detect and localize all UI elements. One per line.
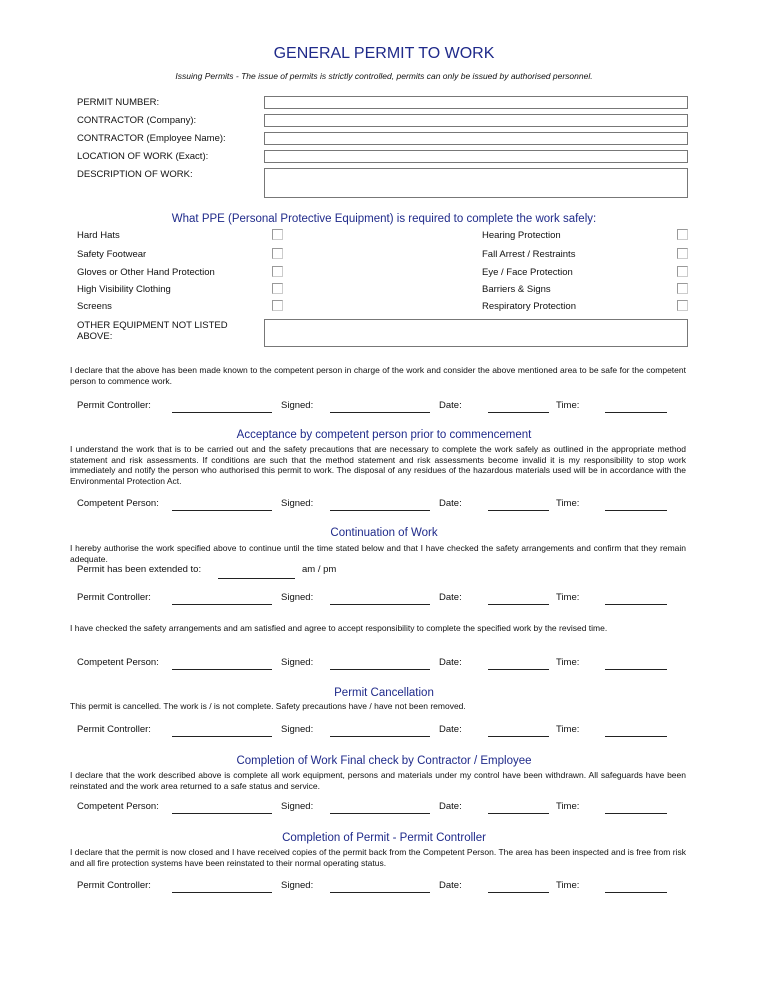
time-label: Time:	[556, 724, 580, 735]
ppe-item-label: Fall Arrest / Restraints	[482, 249, 576, 260]
completion-permit-text: I declare that the permit is now closed and I have received copies of the permit back from the Competent Person. The area has been inspected and is free from risk and all fire protection systems have been reinstated to their normal operating status.	[70, 847, 686, 868]
ppe-checkbox[interactable]	[677, 248, 688, 259]
completion-permit-heading: Completion of Permit - Permit Controller	[282, 832, 486, 844]
time-field[interactable]	[605, 813, 667, 814]
ppe-checkbox[interactable]	[272, 248, 283, 259]
ppe-checkbox[interactable]	[677, 229, 688, 240]
time-label: Time:	[556, 400, 580, 411]
date-field[interactable]	[488, 669, 549, 670]
date-field[interactable]	[488, 813, 549, 814]
other-equipment-label-2: ABOVE:	[77, 331, 113, 342]
continuation-confirm-text: I have checked the safety arrangements and am satisfied and agree to accept responsibility to complete the specified work by the revised time.	[70, 623, 608, 633]
date-field[interactable]	[488, 412, 549, 413]
time-field[interactable]	[605, 892, 667, 893]
date-label: Date:	[439, 801, 462, 812]
date-label: Date:	[439, 498, 462, 509]
signed-label: Signed:	[281, 801, 314, 812]
contractor-company-field[interactable]	[264, 114, 688, 127]
signature-field[interactable]	[330, 510, 430, 511]
description-field[interactable]	[264, 168, 688, 198]
permit-number-field[interactable]	[264, 96, 688, 109]
signatory-label: Permit Controller:	[77, 400, 151, 411]
ppe-checkbox[interactable]	[272, 283, 283, 294]
cancellation-heading: Permit Cancellation	[334, 687, 434, 699]
signed-label: Signed:	[281, 592, 314, 603]
contractor-employee-field[interactable]	[264, 132, 688, 145]
cancellation-text: This permit is cancelled. The work is / is not complete. Safety precautions have / have not been removed.	[70, 701, 466, 711]
name-field[interactable]	[172, 604, 272, 605]
signature-field[interactable]	[330, 412, 430, 413]
contractor-employee-label: CONTRACTOR (Employee Name):	[77, 133, 226, 144]
signature-field[interactable]	[330, 892, 430, 893]
declaration-text: I declare that the above has been made known to the competent person in charge of the work and consider the above mentioned area to be safe for the competent person to commence work.	[70, 365, 686, 386]
time-label: Time:	[556, 801, 580, 812]
ampm-label: am / pm	[302, 564, 337, 575]
name-field[interactable]	[172, 510, 272, 511]
contractor-company-label: CONTRACTOR (Company):	[77, 115, 197, 126]
signed-label: Signed:	[281, 880, 314, 891]
ppe-item-label: Hard Hats	[77, 230, 120, 241]
date-field[interactable]	[488, 892, 549, 893]
name-field[interactable]	[172, 813, 272, 814]
ppe-item-label: High Visibility Clothing	[77, 284, 171, 295]
signed-label: Signed:	[281, 400, 314, 411]
completion-text: I declare that the work described above is complete all work equipment, persons and materials under my control have been withdrawn. All safeguards have been reinstated and the work area returned to a safe status and service.	[70, 770, 686, 791]
extended-time-field[interactable]	[218, 578, 295, 579]
signatory-label: Competent Person:	[77, 498, 159, 509]
time-field[interactable]	[605, 736, 667, 737]
name-field[interactable]	[172, 736, 272, 737]
signatory-label: Competent Person:	[77, 801, 159, 812]
signature-field[interactable]	[330, 669, 430, 670]
date-field[interactable]	[488, 604, 549, 605]
ppe-checkbox[interactable]	[677, 266, 688, 277]
continuation-text: I hereby authorise the work specified above to continue until the time stated below and that I have checked the safety arrangements and confirm that they remain adequate.	[70, 543, 686, 564]
ppe-checkbox[interactable]	[677, 300, 688, 311]
ppe-item-label: Eye / Face Protection	[482, 267, 573, 278]
time-label: Time:	[556, 592, 580, 603]
signatory-label: Permit Controller:	[77, 880, 151, 891]
ppe-checkbox[interactable]	[272, 266, 283, 277]
subtitle: Issuing Permits - The issue of permits is strictly controlled, permits can only be issued by authorised personnel.	[175, 71, 593, 81]
time-field[interactable]	[605, 669, 667, 670]
page-title: GENERAL PERMIT TO WORK	[273, 45, 495, 62]
name-field[interactable]	[172, 669, 272, 670]
location-field[interactable]	[264, 150, 688, 163]
signed-label: Signed:	[281, 498, 314, 509]
other-equipment-field[interactable]	[264, 319, 688, 347]
acceptance-heading: Acceptance by competent person prior to commencement	[236, 429, 532, 441]
signature-field[interactable]	[330, 604, 430, 605]
ppe-item-label: Screens	[77, 301, 112, 312]
other-equipment-label-1: OTHER EQUIPMENT NOT LISTED	[77, 320, 228, 331]
date-label: Date:	[439, 400, 462, 411]
ppe-checkbox[interactable]	[272, 229, 283, 240]
ppe-heading: What PPE (Personal Protective Equipment) is required to complete the work safely:	[171, 213, 597, 225]
signatory-label: Competent Person:	[77, 657, 159, 668]
ppe-item-label: Safety Footwear	[77, 249, 147, 260]
description-label: DESCRIPTION OF WORK:	[77, 169, 193, 180]
ppe-item-label: Barriers & Signs	[482, 284, 551, 295]
permit-number-label: PERMIT NUMBER:	[77, 97, 160, 108]
completion-heading: Completion of Work Final check by Contractor / Employee	[236, 755, 532, 767]
signed-label: Signed:	[281, 657, 314, 668]
ppe-item-label: Respiratory Protection	[482, 301, 576, 312]
continuation-heading: Continuation of Work	[330, 527, 438, 539]
date-label: Date:	[439, 724, 462, 735]
acceptance-text: I understand the work that is to be carried out and the safety precautions that are necessary to complete the work safely as outlined in the appropriate method statement and risk assessments. If conditions are such that the method statement and risk assessments become invalid it is my responsibility to stop work immediately and notify the person who authorised this permit to work. The disposal of any residues of the hazardous materials used will be in accordance with the Environmental Protection Act.	[70, 444, 686, 486]
time-label: Time:	[556, 657, 580, 668]
ppe-item-label: Gloves or Other Hand Protection	[77, 267, 215, 278]
location-label: LOCATION OF WORK (Exact):	[77, 151, 209, 162]
signed-label: Signed:	[281, 724, 314, 735]
date-label: Date:	[439, 880, 462, 891]
time-field[interactable]	[605, 510, 667, 511]
signatory-label: Permit Controller:	[77, 592, 151, 603]
name-field[interactable]	[172, 412, 272, 413]
ppe-checkbox[interactable]	[272, 300, 283, 311]
extended-label: Permit has been extended to:	[77, 564, 202, 575]
signature-field[interactable]	[330, 813, 430, 814]
time-label: Time:	[556, 498, 580, 509]
date-field[interactable]	[488, 510, 549, 511]
time-field[interactable]	[605, 604, 667, 605]
name-field[interactable]	[172, 892, 272, 893]
time-label: Time:	[556, 880, 580, 891]
date-label: Date:	[439, 657, 462, 668]
signatory-label: Permit Controller:	[77, 724, 151, 735]
time-field[interactable]	[605, 412, 667, 413]
ppe-checkbox[interactable]	[677, 283, 688, 294]
date-label: Date:	[439, 592, 462, 603]
date-field[interactable]	[488, 736, 549, 737]
signature-field[interactable]	[330, 736, 430, 737]
ppe-item-label: Hearing Protection	[482, 230, 561, 241]
